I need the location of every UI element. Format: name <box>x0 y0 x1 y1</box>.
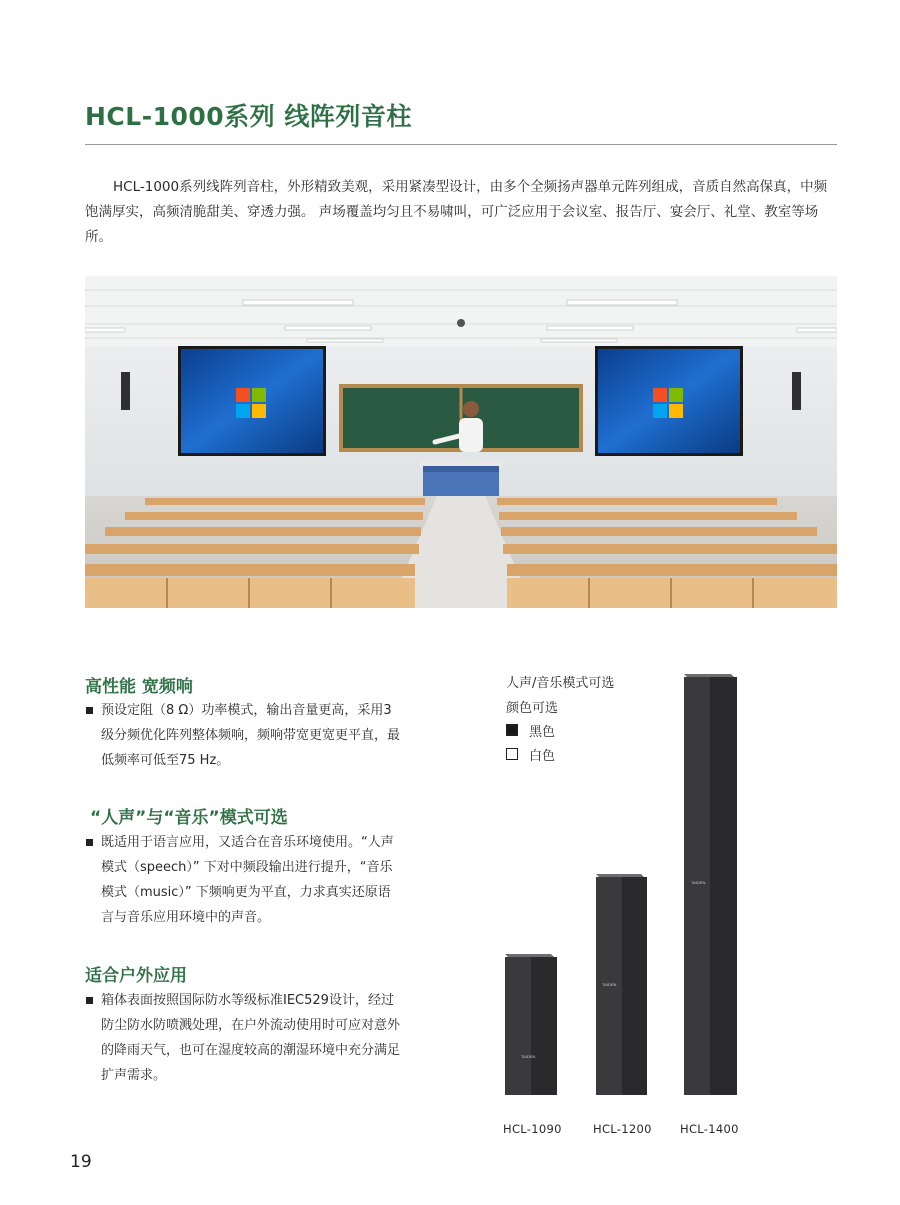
model-label-hcl-1200: HCL-1200 <box>593 1122 652 1136</box>
model-label-hcl-1400: HCL-1400 <box>680 1122 739 1136</box>
product-column-speakers <box>495 670 755 1100</box>
svg-text:TAIDEN: TAIDEN <box>602 982 617 987</box>
feature-text-performance: 预设定阻（8 Ω）功率模式，输出音量更高，采用3级分频优化阵列整体频响，频响带宽更宽更平直，最低频率可低至75 Hz。 <box>85 698 400 773</box>
feature-heading-performance: 高性能 宽频响 <box>85 677 193 697</box>
title-divider <box>85 144 837 145</box>
speaker-hcl-1090 <box>505 954 557 1095</box>
color-name-white: 白色 <box>529 749 556 764</box>
feature-heading-modes: “人声”与“音乐”模式可选 <box>90 808 288 828</box>
color-option-label: 颜色可选 <box>506 701 559 716</box>
bullet-square-icon <box>86 997 93 1004</box>
classroom-illustration <box>85 276 837 608</box>
page-title: HCL-1000系列 线阵列音柱 <box>85 102 412 131</box>
page-number: 19 <box>70 1152 92 1172</box>
mode-option-label: 人声/音乐模式可选 <box>506 676 615 691</box>
model-label-hcl-1090: HCL-1090 <box>503 1122 562 1136</box>
svg-text:TAIDEN: TAIDEN <box>521 1054 536 1059</box>
bullet-square-icon <box>86 707 93 714</box>
speaker-hcl-1400 <box>684 674 737 1095</box>
classroom-photo <box>85 276 837 608</box>
color-name-black: 黑色 <box>529 725 556 740</box>
feature-text-modes: 既适用于语言应用，又适合在音乐环境使用。“人声模式（speech）” 下对中频段输出进行提升，“音乐模式（music）” 下频响更为平直，力求真实还原语言与音乐应用环境中的声音。 <box>85 830 400 930</box>
feature-heading-outdoor: 适合户外应用 <box>85 966 187 986</box>
svg-text:TAIDEN: TAIDEN <box>691 880 706 885</box>
speaker-hcl-1200 <box>596 874 647 1095</box>
bullet-square-icon <box>86 839 93 846</box>
feature-text-outdoor: 箱体表面按照国际防水等级标准IEC529设计，经过防尘防水防喷溅处理，在户外流动使用时可应对意外的降雨天气，也可在湿度较高的潮湿环境中充分满足扩声需求。 <box>85 988 400 1088</box>
intro-paragraph: HCL-1000系列线阵列音柱，外形精致美观，采用紧凑型设计，由多个全频扬声器单元阵列组成，音质自然高保真，中频饱满厚实，高频清脆甜美、穿透力强。 声场覆盖均匀且不易啸叫，可广泛应用于会议室、报告厅、宴会厅、礼堂、教室等场所。 <box>85 179 828 245</box>
